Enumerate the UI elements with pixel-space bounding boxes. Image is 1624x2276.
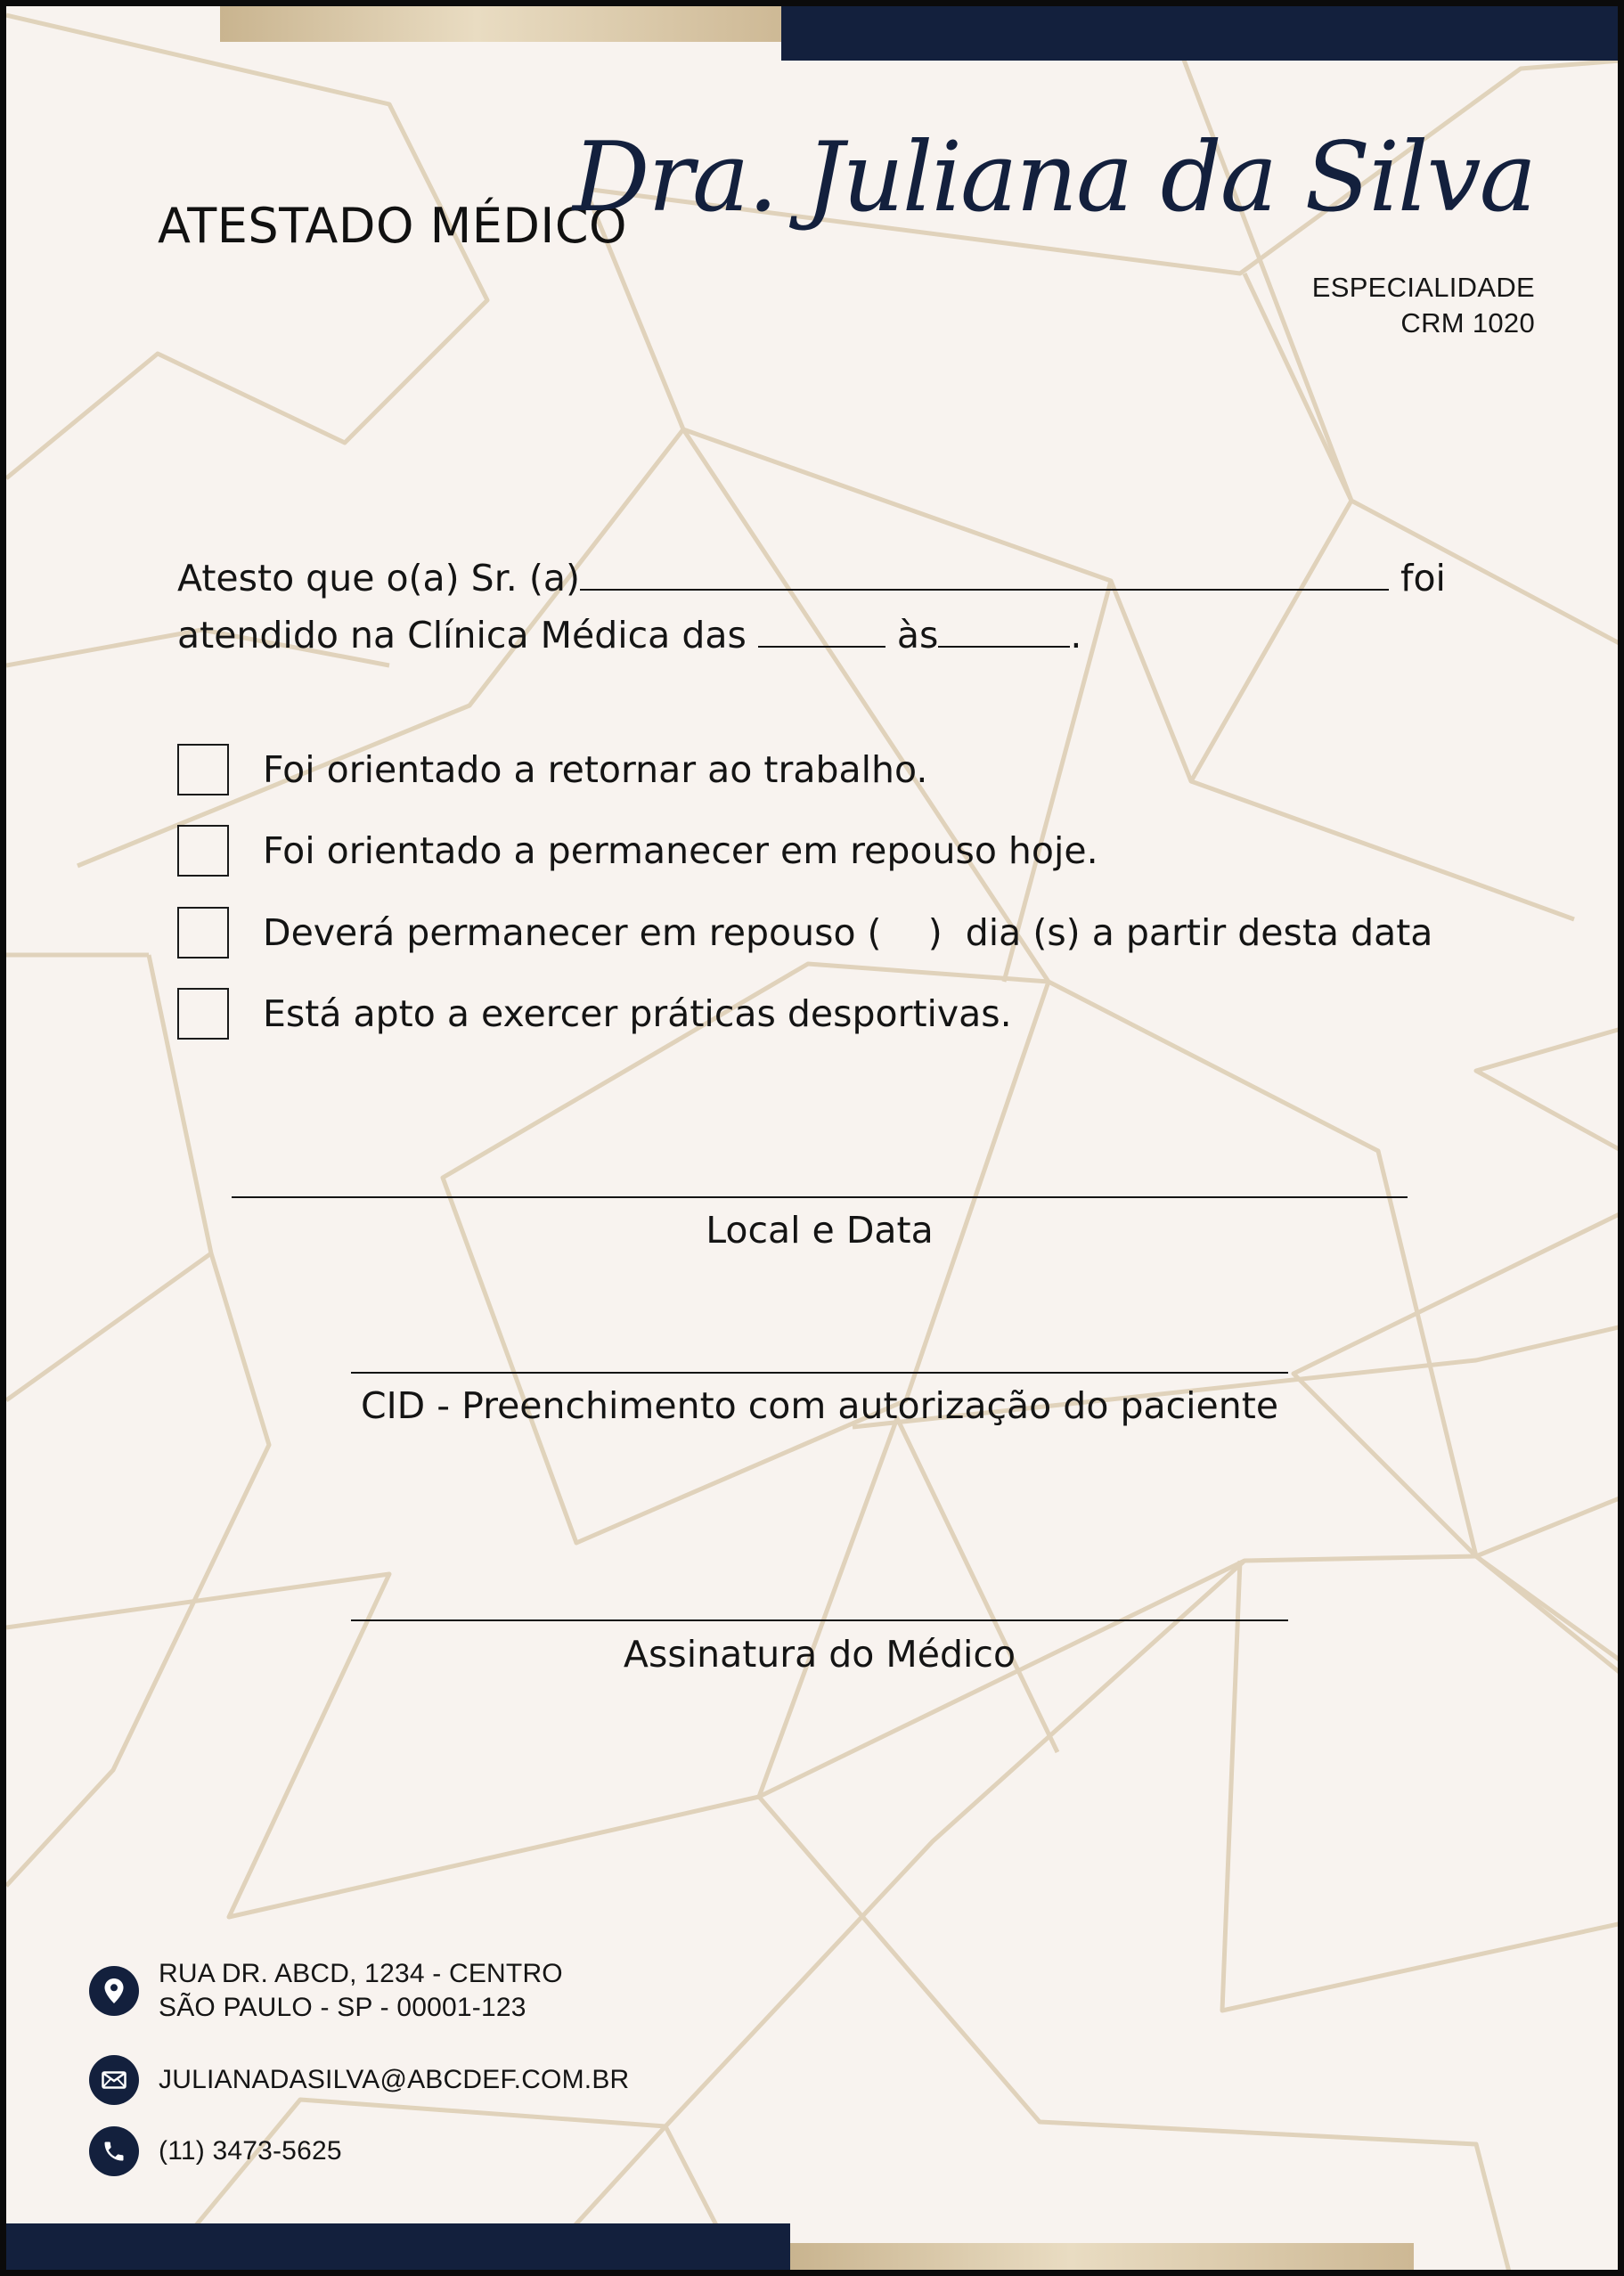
patient-name-blank[interactable] xyxy=(580,557,1389,591)
checkbox-rest-today[interactable] xyxy=(177,825,229,877)
statement-line-2 xyxy=(177,614,1081,657)
statement-line1-end: foi xyxy=(1400,557,1446,600)
checkbox-sports[interactable] xyxy=(177,988,229,1040)
end-time-blank[interactable] xyxy=(938,614,1070,648)
phone-number[interactable]: (11) 3473-5625 xyxy=(159,2136,342,2166)
place-date-label: Local e Data xyxy=(706,1209,934,1252)
checklist-item-rest-today xyxy=(177,822,1098,879)
cid-line[interactable] xyxy=(351,1372,1288,1374)
checklist-item-return-work xyxy=(177,741,927,798)
decorative-gold-lines xyxy=(6,6,1624,2276)
email-link[interactable]: JULIANADASILVA@ABCDEF.COM.BR xyxy=(159,2065,630,2094)
address-text xyxy=(159,1957,563,2025)
top-gold-bar xyxy=(220,4,790,42)
statement-line-1 xyxy=(177,557,1446,600)
envelope-icon xyxy=(89,2055,139,2105)
doctor-name-signature: Dra. Juliana da Silva xyxy=(572,122,1535,233)
checklist-label: Foi orientado a permanecer em repouso hoje. xyxy=(263,829,1098,872)
bottom-gold-bar xyxy=(790,2243,1414,2276)
checklist-item-sports xyxy=(177,985,1012,1042)
checklist-label: Está apto a exercer práticas desportivas. xyxy=(263,992,1012,1035)
top-navy-bar xyxy=(781,4,1624,61)
bottom-navy-bar xyxy=(6,2223,790,2276)
address-line-2: SÃO PAULO - SP - 00001-123 xyxy=(159,1993,526,2022)
doctor-credentials xyxy=(1312,270,1535,341)
page-title: ATESTADO MÉDICO xyxy=(158,198,628,254)
checkbox-rest-days[interactable] xyxy=(177,907,229,959)
statement-line2-end: . xyxy=(1070,614,1082,657)
start-time-blank[interactable] xyxy=(758,614,885,648)
statement-line2-start: atendido na Clínica Médica das xyxy=(177,614,747,657)
crm-text: CRM 1020 xyxy=(1400,307,1535,339)
checklist-label: Foi orientado a retornar ao trabalho. xyxy=(263,748,928,791)
address-line-1: RUA DR. ABCD, 1234 - CENTRO xyxy=(159,1959,563,1988)
doctor-signature-label: Assinatura do Médico xyxy=(623,1633,1016,1676)
phone-icon xyxy=(89,2126,139,2176)
location-pin-icon xyxy=(89,1966,139,2016)
checkbox-return-work[interactable] xyxy=(177,744,229,795)
statement-line2-middle: às xyxy=(896,614,939,657)
contact-phone xyxy=(89,2126,342,2176)
cid-label: CID - Preenchimento com autorização do paciente xyxy=(360,1384,1279,1427)
statement-line1-start: Atesto que o(a) Sr. (a) xyxy=(177,557,580,600)
checklist-item-rest-days xyxy=(177,904,1432,961)
place-date-line[interactable] xyxy=(232,1196,1408,1198)
checklist-label: Deverá permanecer em repouso ( ) dia (s) a partir desta data xyxy=(263,911,1433,954)
specialty-text: ESPECIALIDADE xyxy=(1311,272,1535,303)
doctor-signature-line[interactable] xyxy=(351,1619,1288,1621)
contact-address xyxy=(89,1957,563,2025)
contact-email xyxy=(89,2055,629,2105)
